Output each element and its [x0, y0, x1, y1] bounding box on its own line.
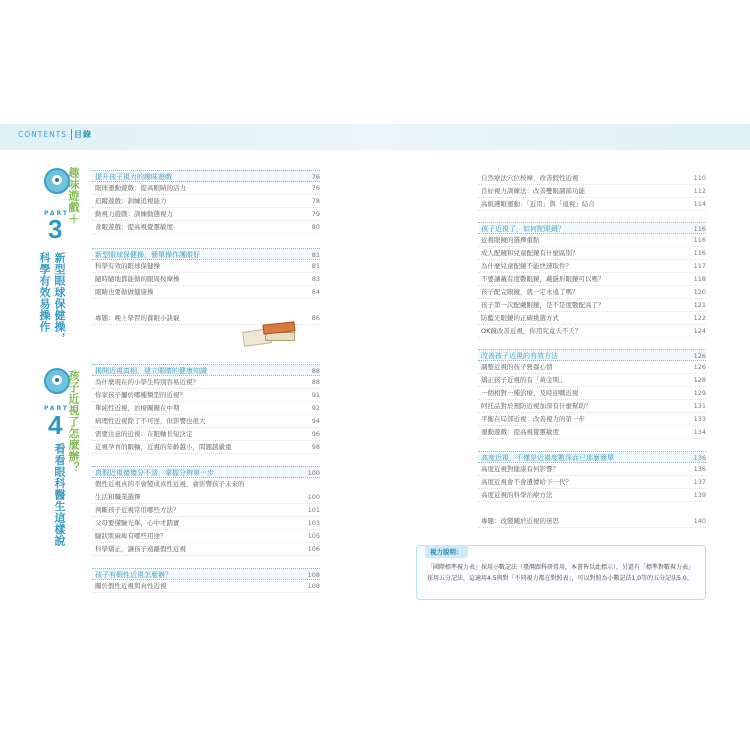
- contents-label-cn: 目錄: [71, 129, 94, 140]
- toc-entry[interactable]: 近視眼鏡的選擇重點 116: [478, 234, 706, 247]
- part-4-number: 4: [48, 410, 63, 440]
- part-3-title-line-1: 趣味遊戲＋: [67, 167, 80, 225]
- toc-entry[interactable]: 良好視力訓練法：改善雙眼調節功能 112: [478, 185, 706, 198]
- part-3-title-line-2: 新型眼球保健操，: [53, 252, 66, 344]
- toc-entry[interactable]: 隨時隨地都能做的眼周按摩操 83: [92, 273, 320, 286]
- contents-label-en: CONTENTS: [18, 130, 68, 139]
- toc-entry[interactable]: 判斷孩子近視常用哪些方法？ 101: [92, 504, 320, 517]
- toc-entry[interactable]: 高級護眼運動：「近用」與「遠視」結合 114: [478, 198, 706, 211]
- toc-entry[interactable]: 平衡在局部近視：改善視力的第一步 133: [478, 413, 706, 426]
- toc-entry[interactable]: 一個相對一種治療，及時迎戰近視 129: [478, 387, 706, 400]
- section-heading[interactable]: 高度近視，不僅是近視度數深而已那麼簡單 136: [478, 451, 706, 463]
- toc-section: [478, 349, 706, 439]
- toc-entry[interactable]: 為什麼現在的小學生特別容易近視？ 88: [92, 376, 320, 389]
- part-3-label: PART: [44, 210, 69, 217]
- toc-section: [92, 466, 320, 556]
- toc-entry[interactable]: 關於假性近視與真性近視 108: [92, 580, 320, 593]
- toc-entry-feature[interactable]: 專題：改變關於近視的迷思 140: [478, 515, 706, 528]
- contents-header: [18, 129, 94, 140]
- toc-entry[interactable]: 運動遊戲：提高視覺靈敏度 134: [478, 426, 706, 439]
- toc-entry[interactable]: 你家孩子屬於哪種類型的近視？ 91: [92, 389, 320, 402]
- part-3-number: 3: [48, 214, 63, 244]
- toc-entry[interactable]: 單純性近視，治療關鍵在中期 92: [92, 402, 320, 415]
- toc-entry[interactable]: 不要讓戴有度數眼鏡，戴隱形眼鏡可以嗎？ 118: [478, 273, 706, 286]
- toc-entry[interactable]: 科學有效的眼球保健操 81: [92, 260, 320, 273]
- toc-entry[interactable]: 阿托品對於預防近視加深有什麼幫助？ 131: [478, 400, 706, 413]
- header-band: [0, 124, 750, 150]
- toc-entry[interactable]: 動視力遊戲：訓練動態視力 79: [92, 208, 320, 221]
- part-4-label: PART: [44, 405, 69, 412]
- toc-entry[interactable]: 成人配鏡和兒童配鏡有什麼區別？ 116: [478, 247, 706, 260]
- toc-spacer: [478, 502, 706, 515]
- toc-entry[interactable]: 高度近視會不會遺傳給下一代？ 137: [478, 476, 706, 489]
- section-heading[interactable]: 提升孩子視力的趣味遊戲 76: [92, 170, 320, 182]
- toc-entry[interactable]: 近視孕育的眼軸，近視的年齡越小，問題越嚴重 98: [92, 441, 320, 454]
- note-body: 「國際標準視力表」採用小數記法（臺灣跟科研常用，本書皆以此標示），另還有「標準對數視力表」採用五分記法，這適用4.5與對「不同視力都在對照表」，可以對照為小數記法1.0等的五分記法5.0。: [427, 564, 695, 582]
- toc-entry[interactable]: 科學矯正，讓孩子遠離假性近視 106: [92, 543, 320, 556]
- toc-section: [92, 248, 320, 325]
- toc-section: [92, 568, 320, 593]
- toc-entry[interactable]: 眼睛也要做做健康操 84: [92, 286, 320, 299]
- toc-entry[interactable]: 需要注意的近視：在眼軸長短決定 96: [92, 428, 320, 441]
- toc-section: [478, 172, 706, 211]
- toc-entry[interactable]: 生活和職業選擇 100: [92, 491, 320, 504]
- note-tag: 視力說明：: [425, 545, 468, 558]
- toc-spacer: [92, 299, 320, 312]
- toc-entry[interactable]: 病理性近視除了不可逆，但影響也很大 94: [92, 415, 320, 428]
- toc-entry[interactable]: 追蹤遊戲：訓練追視能力 78: [92, 195, 320, 208]
- toc-entry[interactable]: 孩子配完眼鏡，就一定永遠了嗎？ 120: [478, 286, 706, 299]
- toc-entry[interactable]: 高度近視的科學治療方法 139: [478, 489, 706, 502]
- section-heading[interactable]: 改善孩子近視的有效方法 126: [478, 349, 706, 361]
- toc-section: [478, 451, 706, 528]
- toc-entry[interactable]: 為什麼兒童配鏡不能快速取件？ 117: [478, 260, 706, 273]
- section-heading[interactable]: 新型眼球保健操，簡單操作護眼好 81: [92, 248, 320, 260]
- part-3-title-line-3: 科學有效易操作: [38, 252, 51, 333]
- section-heading[interactable]: 揭開近視真相，建立眼睛的健康知識 88: [92, 364, 320, 376]
- toc-section: [478, 222, 706, 338]
- toc-entry-feature[interactable]: 專題：晚上學習的養眼小訣竅 86: [92, 312, 320, 325]
- toc-entry[interactable]: 矯正孩子近視的有「黃金期」 128: [478, 374, 706, 387]
- toc-entry[interactable]: 高度近視對健康有何影響？ 136: [478, 463, 706, 476]
- toc-entry[interactable]: 食眠遊戲：提高視覺靈敏度 80: [92, 221, 320, 234]
- part-4-title-line-2: 看看眼科醫生這樣說: [53, 443, 66, 547]
- toc-entry[interactable]: OK鏡改善近視，你用究竟夭不夭？ 124: [478, 325, 706, 338]
- books-illustration: [243, 318, 297, 348]
- part-4-title-line-1: 孩子近視了怎麼辦？: [67, 370, 80, 474]
- toc-section: [92, 170, 320, 234]
- toc-entry[interactable]: 調整近視的孩子營養心情 126: [478, 361, 706, 374]
- toc-entry[interactable]: 假性近視真的不會變成真性近視，會影響孩子未來的: [95, 480, 245, 488]
- toc-entry[interactable]: 眼球運動遊戲：提高眼睛的活力 76: [92, 182, 320, 195]
- toc-entry[interactable]: 孩子第一次配戴眼鏡，是不是度數配高了？ 121: [478, 299, 706, 312]
- toc-entry[interactable]: 防藍光眼鏡的正確挑選方式 122: [478, 312, 706, 325]
- toc-entry[interactable]: 自然療法穴位按摩，改善假性近視 110: [478, 172, 706, 185]
- section-heading[interactable]: 孩子有假性近視怎麼辦？ 108: [92, 568, 320, 580]
- toc-entry[interactable]: 睫狀肌麻痺有哪些用途？ 105: [92, 530, 320, 543]
- section-heading[interactable]: 孩子近視了，如何配眼鏡？ 116: [478, 222, 706, 234]
- toc-section: [92, 364, 320, 454]
- vision-note-box: [416, 545, 706, 600]
- section-heading[interactable]: 真假近視傻傻分不清，掌握分辨第一步 100: [92, 466, 320, 478]
- toc-entry[interactable]: 父母要懂驗光單，心中才踏實 103: [92, 517, 320, 530]
